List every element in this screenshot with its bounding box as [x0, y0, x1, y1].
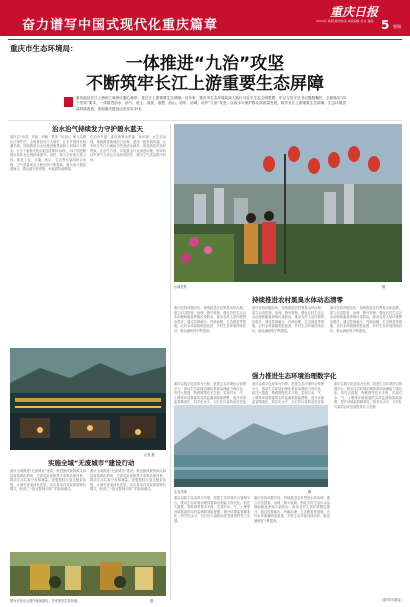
section-body-bottom-col2: 重庆坚持问题导向，持续推进农村黑臭水体治理，建立动态排查、治理、销号机制，强化农村生活污水治理和畜禽养殖污染防治，推动农村人居环境整治提升。通过控源截污、内源治理、生态修复等措施，农村水体面貌明显改善，乡村生态环境持续向好，群众满意度不断提高。 [254, 496, 330, 523]
lead-divider [8, 120, 402, 121]
festival-photo-drawing [10, 552, 166, 596]
page-label: 要闻 [393, 24, 401, 29]
lead-marker [64, 97, 73, 107]
banner-title: 奋力谱写中国式现代化重庆篇章 [22, 18, 219, 33]
festival-photo-caption: 图为市民在公园内休闲游玩，享受美好生态环境。 [10, 599, 81, 603]
footer-source: （据市环境局） [379, 598, 404, 602]
headline-line1: 一体推进“九治”攻坚 [125, 54, 285, 74]
article-lead: 重庆地处长江上游和三峡库区腹心地带，是长江上游重要生态屏障。近年来，重庆市生态环境局深入践行习近平生态文明思想，牢记习近平总书记殷殷嘱托，全面落实“四个坚持”要求，一体推进治水、治气、治土、治废、治塑、治山、治岸、治城、治乡“九治”攻坚，以高水平保护推动高质量发展，筑牢长江上游重要生态屏障，生态环境质量持续改善，美丽重庆建设迈出坚实步伐。 [76, 96, 346, 111]
section-body-water-air-col2: 在治水方面，重庆统筹水资源、水环境、水生态治理，系统推进流域综合治理，建成一批美丽河湖，让市民在家门口就能享受到清水绿岸、鱼翔浅底的美好景致。在治气方面，实施重点行业深度治理，推动机动车尾气与扬尘污染协同防控，城市空气质量稳中向好。 [90, 135, 166, 162]
section-body-no-waste-col2: 重庆全域推进“无废城市”建设，推进固体废物源头减量和资源化利用，完善危险废物集中收集处理体系，推动生活垃圾分类和减量，加强塑料污染全链条治理，让城市更加绿色宜居。各区县结合实际探索特色模式，形成了一批可复制可推广的经验做法。 [90, 469, 166, 492]
lake-photo-drawing [174, 405, 328, 487]
section-title-rural-water: 持续推进农村黑臭水体动态清零 [252, 296, 343, 304]
section-title-digital: 强力推进生态环境治理数字化 [252, 372, 337, 380]
section-body-rural-water-col3: 重庆坚持问题导向，持续推进农村黑臭水体治理，建立动态排查、治理、销号机制，强化农村生活污水治理和畜禽养殖污染防治，推动农村人居环境整治提升。通过控源截污、内源治理、生态修复等措施，农村水体面貌明显改善，乡村生态环境持续向好，群众满意度不断提高。 [330, 306, 402, 333]
festival-photo [10, 552, 166, 596]
festival-photo-credit: 摄 [150, 599, 154, 603]
lantern-photo-caption: 山城美景 [174, 285, 187, 289]
lake-photo-credit: 摄 [308, 490, 312, 494]
section-title-no-waste: 实施全域“无废城市”建设行动 [48, 459, 135, 467]
headline-line2: 不断筑牢长江上游重要生态屏障 [86, 74, 324, 94]
lantern-photo-credit: 摄 [382, 285, 386, 289]
page-number: 5 [381, 18, 390, 32]
section-body-rural-water-col1: 重庆坚持问题导向，持续推进农村黑臭水体治理，建立动态排查、治理、销号机制，强化农村生活污水治理和畜禽养殖污染防治，推动农村人居环境整治提升。通过控源截污、内源治理、生态修复等措施，农村水体面貌明显改善，乡村生态环境持续向好，群众满意度不断提高。 [174, 306, 246, 333]
header-divider [8, 39, 402, 40]
section-body-digital-col1: 重庆以数字化改革为引领，搭建生态环境综合管理平台，推动生态环境治理体系和治理能力现代化。依托大数据、物联网等技术手段，实现对水、气、土壤等环境要素的实时监测和智能预警，提升环境监管精准化、科学化水平，为打好污染防治攻坚战 [174, 382, 246, 405]
paper-name: 重庆日报 [330, 5, 379, 19]
bridge-photo-drawing [10, 348, 166, 450]
section-title-water-air: 治水治气持续发力守护碧水蓝天 [52, 125, 143, 133]
bridge-photo-credit: 记者 摄 [144, 453, 155, 457]
issue-info: 2024年 星期 新闻热线 本版编辑 校对 美编 [316, 19, 374, 23]
section-body-digital-col2: 重庆以数字化改革为引领，搭建生态环境综合管理平台，推动生态环境治理体系和治理能力现代化。依托大数据、物联网等技术手段，实现对水、气、土壤等环境要素的实时监测和智能预警，提升环境监管精准化、科学化水平，为打好污染防治攻坚战 [252, 382, 324, 405]
section-body-rural-water-col2: 重庆坚持问题导向，持续推进农村黑臭水体治理，建立动态排查、治理、销号机制，强化农村生活污水治理和畜禽养殖污染防治，推动农村人居环境整治提升。通过控源截污、内源治理、生态修复等措施，农村水体面貌明显改善，乡村生态环境持续向好，群众满意度不断提高。 [252, 306, 324, 333]
lantern-photo-drawing [174, 124, 402, 282]
section-body-water-air-col1: 重庆以“水清、岸绿、河畅、景美”为目标，深入实施长江保护法，全面推进长江大保护，扎实开展河长制湖长制，持续推进污水处理设施建设和入河排污口整治，长江干流重庆段水质连续保持为Ⅱ类，74个国控断面水质优良比例持续提升。同时，深入打好蓝天保卫战，推进工业、交通、扬尘、生活等污染源综合治理，空气质量优良天数比例不断提高，重污染天数显著减少，群众蓝天获得感、幸福感持续增强。 [10, 135, 86, 172]
article-kicker: 重庆市生态环境局： [10, 44, 78, 53]
lake-photo-caption: 生态岸线 [174, 490, 187, 494]
column-divider [170, 124, 171, 600]
section-body-no-waste-col1: 重庆全域推进“无废城市”建设，推进固体废物源头减量和资源化利用，完善危险废物集中收集处理体系，推动生活垃圾分类和减量，加强塑料污染全链条治理，让城市更加绿色宜居。各区县结合实际探索特色模式，形成了一批可复制可推广的经验做法。 [10, 469, 86, 492]
lantern-photo [174, 124, 402, 282]
section-body-bottom-col1: 重庆以数字化改革为引领，搭建生态环境综合管理平台，推动生态环境治理体系和治理能力现代化。依托大数据、物联网等技术手段，实现对水、气、土壤等环境要素的实时监测和智能预警，提升环境监管精准化、科学化水平，为打好污染防治攻坚战提供有力支撑。 [174, 496, 250, 523]
lake-photo [174, 405, 328, 487]
bridge-photo [10, 348, 166, 450]
section-body-digital-col3: 重庆以数字化改革为引领，搭建生态环境综合管理平台，推动生态环境治理体系和治理能力现代化。依托大数据、物联网等技术手段，实现对水、气、土壤等环境要素的实时监测和智能预警，提升环境监管精准化、科学化水平，为打好污染防治攻坚战提供有力支撑。 [334, 382, 402, 409]
